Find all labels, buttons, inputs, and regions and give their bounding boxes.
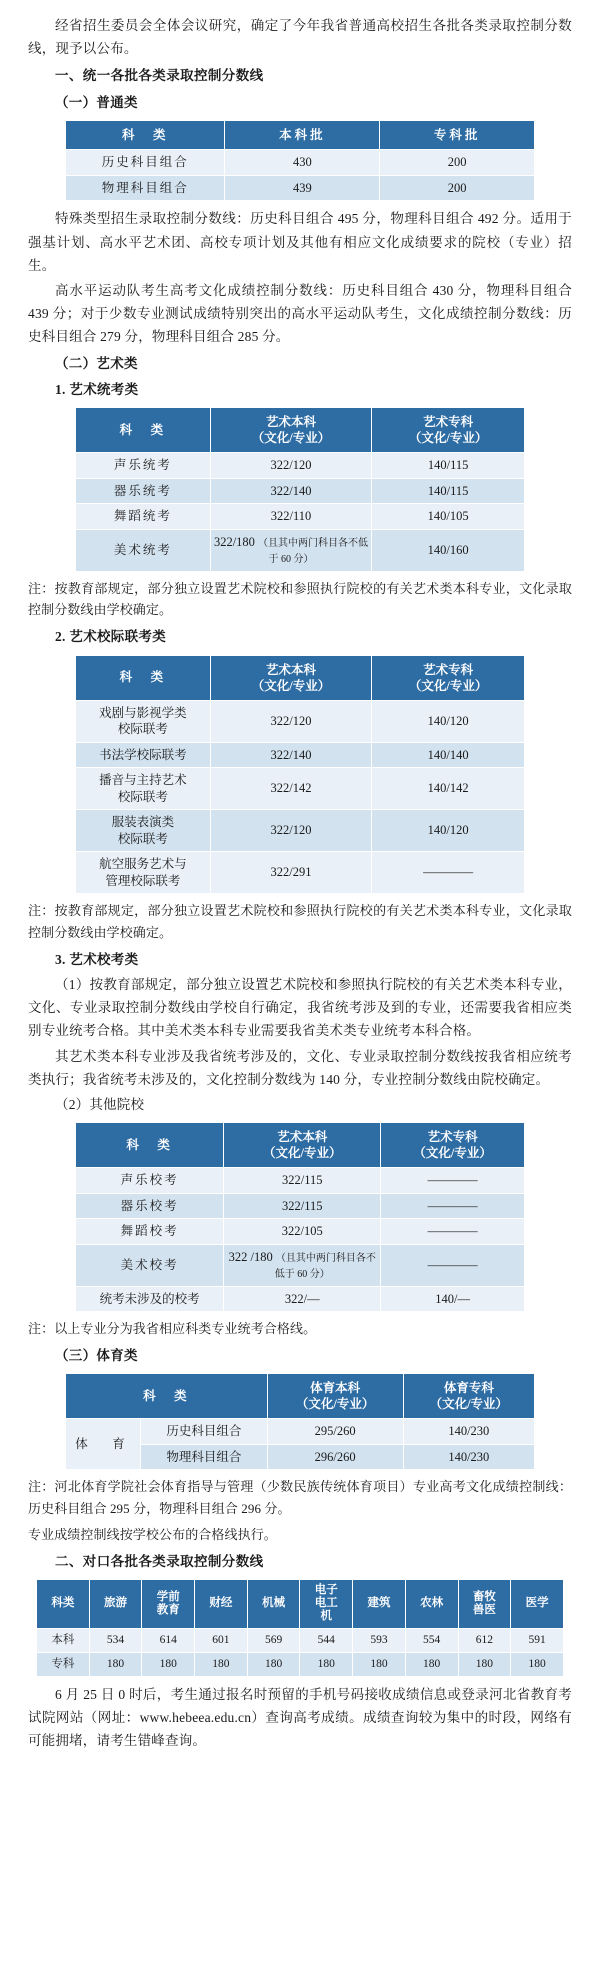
row-label: 器乐统考: [76, 478, 211, 504]
cell-undergraduate: 322/115: [224, 1193, 381, 1219]
table-row: [76, 504, 525, 530]
col-header-art-junior-college: [372, 408, 525, 453]
high-level-athlete-paragraph: 高水平运动队考生高考文化成绩控制分数线：历史科目组合 430 分，物理科目组合 439 分；对于少数专业测试成绩特别突出的高水平运动队考生，文化成绩控制分数线：历史科目组合 279 分，物理科目组合 285 分。: [28, 283, 572, 345]
art-school-paragraph-2: 其艺术类本科专业涉及我省统考涉及的，文化、专业录取控制分数线按我省相应统考类执行；我省统考未涉及的，文化控制分数线为 140 分，专业控制分数线由院校确定。: [28, 1048, 572, 1087]
art-unified-note: 注：按教育部规定，部分独立设置艺术院校和参照执行院校的有关艺术类本科专业，文化录取控制分数线由学校确定。: [28, 580, 572, 618]
art-school-other-heading: （2）其他院校: [55, 1096, 145, 1112]
row-sublabel: 历史科目组合: [141, 1419, 268, 1445]
header-line-1: 艺术本科: [265, 415, 316, 430]
table-row: [76, 700, 525, 742]
table-row: [76, 453, 525, 479]
table-row: [76, 1219, 525, 1245]
table-row: [37, 1652, 564, 1676]
col-header-category: 科 类: [76, 1123, 224, 1168]
cell-value: 593: [353, 1628, 406, 1652]
table-row: [76, 529, 525, 571]
header-line-1: 医学: [525, 1597, 549, 1610]
row-label: 器乐校考: [76, 1193, 224, 1219]
sports-category-table: [65, 1373, 535, 1470]
label-line-2: 校际联考: [117, 789, 168, 804]
section-1-heading: 一、统一各批各类录取控制分数线: [55, 68, 264, 84]
table-header-row: [76, 655, 525, 700]
label-line-2: 校际联考: [117, 722, 168, 736]
cell-undergraduate: 322/291: [210, 852, 372, 894]
col-header-tourism: [89, 1579, 142, 1628]
header-line-1: 机械: [262, 1597, 286, 1610]
col-header-undergraduate: 本科批: [225, 120, 380, 150]
cell-junior-college: 140/115: [372, 453, 525, 479]
col-header-category: 科 类: [76, 655, 211, 700]
label-line-2: 校际联考: [117, 831, 168, 846]
header-line-2: （文化/专业）: [251, 431, 331, 446]
row-label: [76, 852, 211, 894]
cell-junior-college: 140/142: [372, 768, 525, 810]
cell-value: 180: [353, 1652, 406, 1676]
cell-undergraduate: 322/120: [210, 700, 372, 742]
table-header-row: [66, 1374, 535, 1419]
col-header-art-undergraduate: [224, 1123, 381, 1168]
cell-value: 591: [511, 1628, 564, 1652]
table-row: [66, 150, 535, 176]
header-line-1: 艺术本科: [277, 1130, 328, 1145]
row-label: 历史科目组合: [66, 150, 225, 176]
art-joint-note: 注：按教育部规定，部分独立设置艺术院校和参照执行院校的有关艺术类本科专业，文化录取控制分数线由学校确定。: [28, 903, 572, 940]
header-line-1: 艺术专科: [423, 415, 474, 430]
cell-undergraduate: 296/260: [267, 1444, 403, 1470]
cell-junior-college: 140/230: [403, 1419, 534, 1445]
score-note: （且其中两门科目各不低于 60 分）: [274, 1252, 376, 1281]
table-row: [76, 1168, 525, 1194]
general-category-table: [65, 120, 535, 202]
vocational-category-table: [36, 1579, 564, 1677]
cell-junior-college: 140/120: [372, 810, 525, 852]
header-line-1: 畜牧: [472, 1590, 496, 1603]
footer-paragraph: 6 月 25 日 0 时后，考生通过报名时预留的手机号码接收成绩信息或登录河北省教育考试院网站（网址：www.hebeea.edu.cn）查询高考成绩。成绩查询较为集中的时段，网络有可能拥堵，请考生错峰查询。: [28, 1686, 572, 1749]
cell-undergraduate: 322/115: [224, 1168, 381, 1194]
section-1-2-heading: （二）艺术类: [55, 355, 138, 371]
score-value: 322 /180: [228, 1249, 273, 1264]
col-header-category: 科 类: [66, 1374, 268, 1419]
header-line-1: 农林: [420, 1597, 444, 1610]
cell-value: 554: [405, 1628, 458, 1652]
header-line-3: 机: [320, 1610, 333, 1623]
table-header-row: [66, 120, 535, 150]
header-line-1: 科类: [51, 1597, 75, 1610]
cell-junior-college: 140/120: [372, 700, 525, 742]
col-header-machinery: [247, 1579, 300, 1628]
cell-junior-college: 140/230: [403, 1444, 534, 1470]
cell-undergraduate: 322/142: [210, 768, 372, 810]
art-school-paragraph-1: （1）按教育部规定，部分独立设置艺术院校和参照执行院校的有关艺术类本科专业，文化、专业录取控制分数线由学校自行确定，我省统考涉及到的专业，还需要我省相应类别专业统考合格。其中美术类本科专业需要我省美术类专业统考本科合格。: [28, 976, 572, 1039]
cell-junior-college: 140/—: [381, 1286, 525, 1312]
header-line-1: 艺术专科: [423, 662, 474, 677]
header-line-2: 兽医: [472, 1603, 496, 1616]
header-line-1: 财经: [209, 1597, 233, 1610]
col-header-construction: [353, 1579, 406, 1628]
header-line-2: （文化/专业）: [295, 1397, 375, 1412]
row-label: 美术统考: [76, 529, 211, 571]
art-joint-heading: 2. 艺术校际联考类: [55, 629, 166, 645]
cell-junior-college: 200: [380, 150, 535, 176]
col-header-art-undergraduate: [210, 408, 372, 453]
cell-junior-college: 140/115: [372, 478, 525, 504]
cell-junior-college: 200: [380, 175, 535, 201]
sports-note: 注：河北体育学院社会体育指导与管理（少数民族传统体育项目）专业高考文化成绩控制线：历史科目组合 295 分，物理科目组合 296 分。: [28, 1479, 572, 1517]
col-header-category: [37, 1579, 90, 1628]
row-label: 本科: [37, 1628, 90, 1652]
header-line-2: （文化/专业）: [262, 1146, 342, 1161]
row-label: 声乐校考: [76, 1168, 224, 1194]
sports-note-2: 专业成绩控制线按学校公布的合格线执行。: [28, 1526, 277, 1542]
section-2-heading: 二、对口各批各类录取控制分数线: [55, 1553, 264, 1569]
cell-junior-college: 140/140: [372, 742, 525, 768]
header-line-2: （文化/专业）: [408, 678, 488, 693]
cell-junior-college: 140/105: [372, 504, 525, 530]
table-header-row: [76, 408, 525, 453]
header-line-1: 学前: [156, 1590, 180, 1603]
col-header-animal-husbandry: [458, 1579, 511, 1628]
row-label: 物理科目组合: [66, 175, 225, 201]
header-line-1: 电子: [314, 1583, 338, 1596]
header-line-1: 建筑: [367, 1597, 391, 1610]
table-row: [76, 852, 525, 894]
cell-junior-college: 140/160: [372, 529, 525, 571]
col-header-art-undergraduate: [210, 655, 372, 700]
art-unified-exam-table: [75, 407, 525, 572]
cell-value: 534: [89, 1628, 142, 1652]
row-label: 统考未涉及的校考: [76, 1286, 224, 1312]
cell-undergraduate: 322/140: [210, 478, 372, 504]
row-label: 专科: [37, 1652, 90, 1676]
cell-undergraduate: 322/—: [224, 1286, 381, 1312]
cell-undergraduate: 295/260: [267, 1419, 403, 1445]
row-label: 舞蹈校考: [76, 1219, 224, 1245]
cell-undergraduate: 430: [225, 150, 380, 176]
header-line-1: 艺术专科: [427, 1130, 478, 1145]
cell-junior-college: ————: [372, 852, 525, 894]
cell-value: 180: [458, 1652, 511, 1676]
table-header-row: [76, 1123, 525, 1168]
table-row: [76, 1286, 525, 1312]
header-line-2: （文化/专业）: [429, 1397, 509, 1412]
art-school-heading: 3. 艺术校考类: [55, 951, 139, 967]
cell-junior-college: ————: [381, 1168, 525, 1194]
col-header-sports-junior-college: [403, 1374, 534, 1419]
header-line-1: 体育本科: [310, 1381, 361, 1396]
label-line-1: 戏剧与影视学类: [99, 705, 187, 720]
cell-value: 601: [195, 1628, 248, 1652]
table-row: [76, 1193, 525, 1219]
cell-undergraduate: [210, 529, 372, 571]
col-header-category: 科 类: [66, 120, 225, 150]
score-value: 322/180: [213, 534, 255, 549]
cell-undergraduate: [224, 1244, 381, 1286]
row-label: 声乐统考: [76, 453, 211, 479]
cell-value: 544: [300, 1628, 353, 1652]
table-row: [76, 742, 525, 768]
col-header-junior-college: 专科批: [380, 120, 535, 150]
header-line-1: 艺术本科: [265, 662, 316, 677]
cell-undergraduate: 439: [225, 175, 380, 201]
cell-junior-college: ————: [381, 1193, 525, 1219]
art-school-note: 注：以上专业分为我省相应科类专业统考合格线。: [28, 1321, 317, 1337]
cell-value: 180: [142, 1652, 195, 1676]
col-header-finance: [195, 1579, 248, 1628]
row-label: [76, 810, 211, 852]
special-type-paragraph: 特殊类型招生录取控制分数线：历史科目组合 495 分，物理科目组合 492 分。适用于强基计划、高水平艺术团、高校专项计划及其他有相应文化成绩要求的院校（专业）招生。: [28, 211, 572, 273]
section-1-3-heading: （三）体育类: [55, 1348, 138, 1364]
table-row: [76, 1244, 525, 1286]
header-line-1: 体育专科: [443, 1381, 494, 1396]
header-line-2: 电工: [314, 1597, 338, 1610]
cell-undergraduate: 322/110: [210, 504, 372, 530]
cell-value: 180: [300, 1652, 353, 1676]
score-note: （且其中两门科目各不低于 60 分）: [258, 537, 369, 566]
row-label: 美术校考: [76, 1244, 224, 1286]
cell-value: 180: [195, 1652, 248, 1676]
cell-value: 612: [458, 1628, 511, 1652]
row-sublabel: 物理科目组合: [141, 1444, 268, 1470]
cell-value: 180: [89, 1652, 142, 1676]
col-header-medicine: [511, 1579, 564, 1628]
cell-value: 569: [247, 1628, 300, 1652]
header-line-2: （文化/专业）: [251, 678, 331, 693]
art-joint-exam-table: [75, 655, 525, 895]
col-header-art-junior-college: [372, 655, 525, 700]
cell-value: 180: [511, 1652, 564, 1676]
table-row: [76, 810, 525, 852]
col-header-sports-undergraduate: [267, 1374, 403, 1419]
table-row: [37, 1628, 564, 1652]
col-header-art-junior-college: [381, 1123, 525, 1168]
col-header-preschool-education: [142, 1579, 195, 1628]
table-header-row: [37, 1579, 564, 1628]
table-row: [76, 478, 525, 504]
intro-paragraph: 经省招生委员会全体会议研究，确定了今年我省普通高校招生各批各类录取控制分数线，现予以公布。: [28, 18, 572, 57]
header-line-2: （文化/专业）: [413, 1146, 492, 1161]
row-label: [76, 700, 211, 742]
header-line-2: 教育: [156, 1603, 180, 1616]
header-line-1: 旅游: [104, 1597, 128, 1610]
row-label: [76, 768, 211, 810]
cell-junior-college: ————: [381, 1219, 525, 1245]
col-header-electronics: [300, 1579, 353, 1628]
art-unified-heading: 1. 艺术统考类: [55, 381, 139, 397]
table-row: [66, 175, 535, 201]
table-row: [76, 768, 525, 810]
row-label-sports: 体 育: [66, 1419, 141, 1470]
cell-undergraduate: 322/140: [210, 742, 372, 768]
section-1-1-heading: （一）普通类: [55, 94, 138, 110]
row-label: 舞蹈统考: [76, 504, 211, 530]
header-line-2: （文化/专业）: [408, 431, 488, 446]
cell-value: 180: [405, 1652, 458, 1676]
col-header-category: 科 类: [76, 408, 211, 453]
label-line-2: 管理校际联考: [105, 873, 181, 888]
cell-junior-college: ————: [381, 1244, 525, 1286]
cell-value: 614: [142, 1628, 195, 1652]
label-line-1: 服装表演类: [111, 815, 175, 829]
cell-undergraduate: 322/105: [224, 1219, 381, 1245]
table-row: [66, 1419, 535, 1445]
cell-undergraduate: 322/120: [210, 453, 372, 479]
col-header-agriculture-forestry: [405, 1579, 458, 1628]
art-school-exam-table: [75, 1122, 525, 1312]
cell-undergraduate: 322/120: [210, 810, 372, 852]
label-line-1: 航空服务艺术与: [99, 857, 187, 871]
cell-value: 180: [247, 1652, 300, 1676]
label-line-1: 播音与主持艺术: [99, 773, 187, 787]
row-label: 书法学校际联考: [76, 742, 211, 768]
